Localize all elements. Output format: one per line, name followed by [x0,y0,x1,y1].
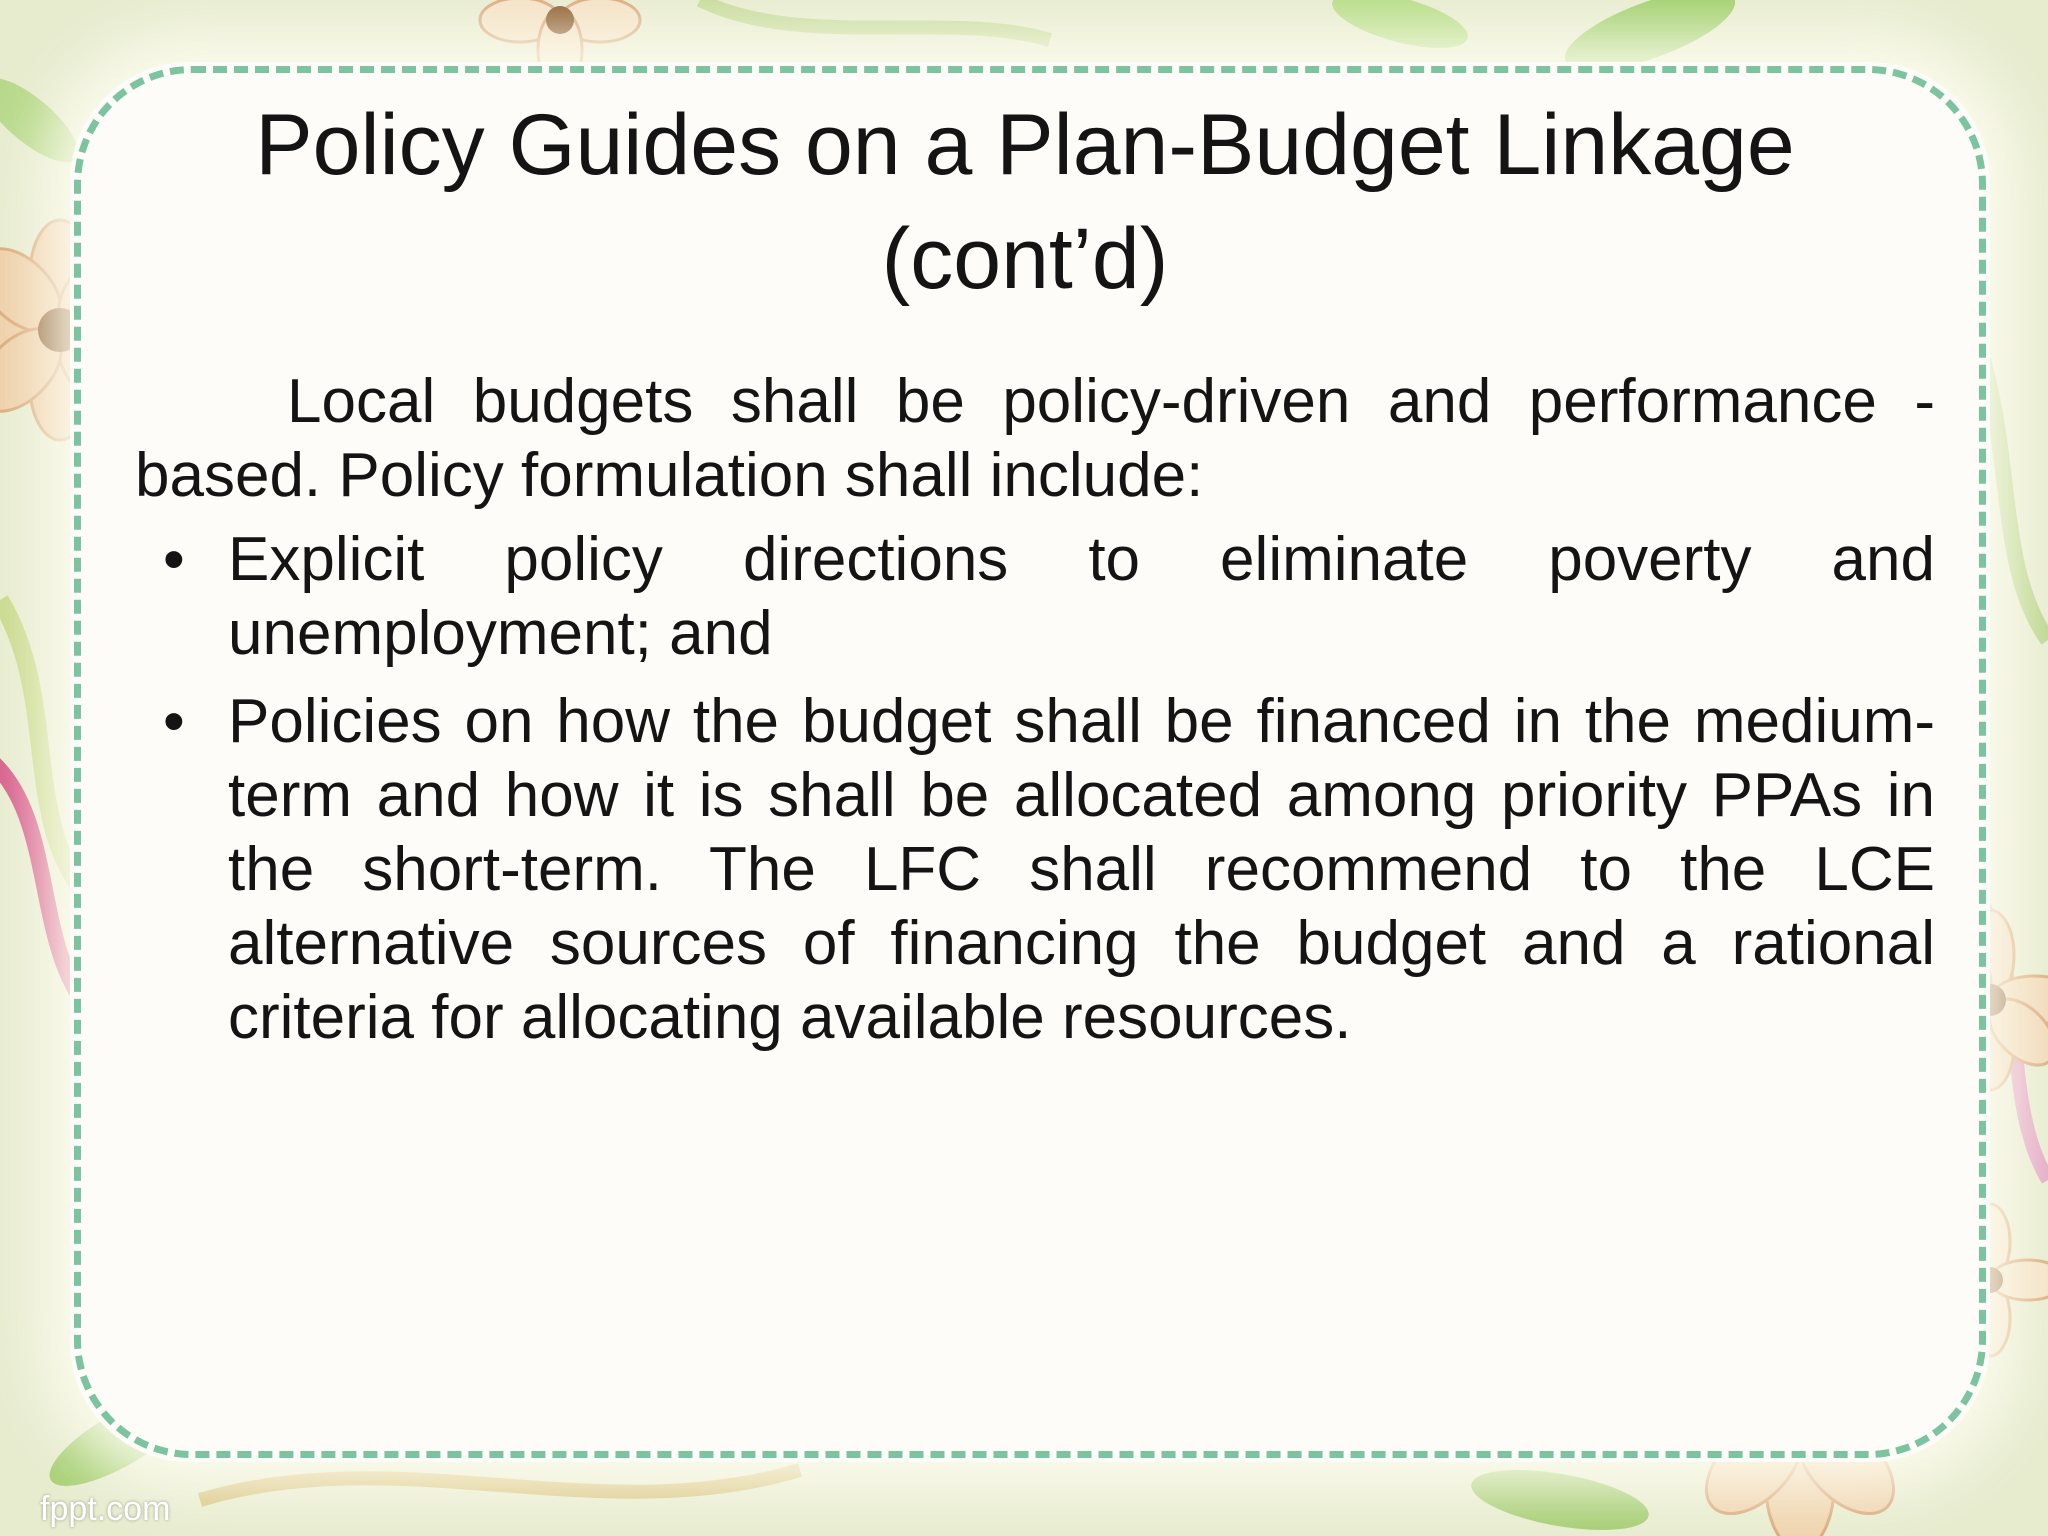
bullet-icon: • [163,687,185,756]
intro-text: Local budgets shall be policy-driven and performance - based. Policy formulation shall include: [135,367,1935,510]
list-item [135,523,1935,671]
bullet-text: Explicit policy directions to eliminate poverty and unemployment; and [228,525,1935,668]
bullet-icon: • [163,525,185,594]
title-line-1: Policy Guides on a Plan-Budget Linkage [255,97,1795,193]
intro-paragraph [135,365,1935,513]
bullet-text: Policies on how the budget shall be financed in the medium-term and how it is shall be allocated among priority PPAs in the short-term. The LFC shall recommend to the LCE alternative sources of financing the budget and a rational criteria for allocating available resources. [228,687,1935,1052]
brand-watermark: fppt.com [40,1490,171,1528]
title-line-2: (cont’d) [881,211,1169,307]
slide-title [150,88,1900,316]
bullet-list [135,523,1935,1055]
list-item [135,685,1935,1055]
slide-body [135,365,1935,1069]
